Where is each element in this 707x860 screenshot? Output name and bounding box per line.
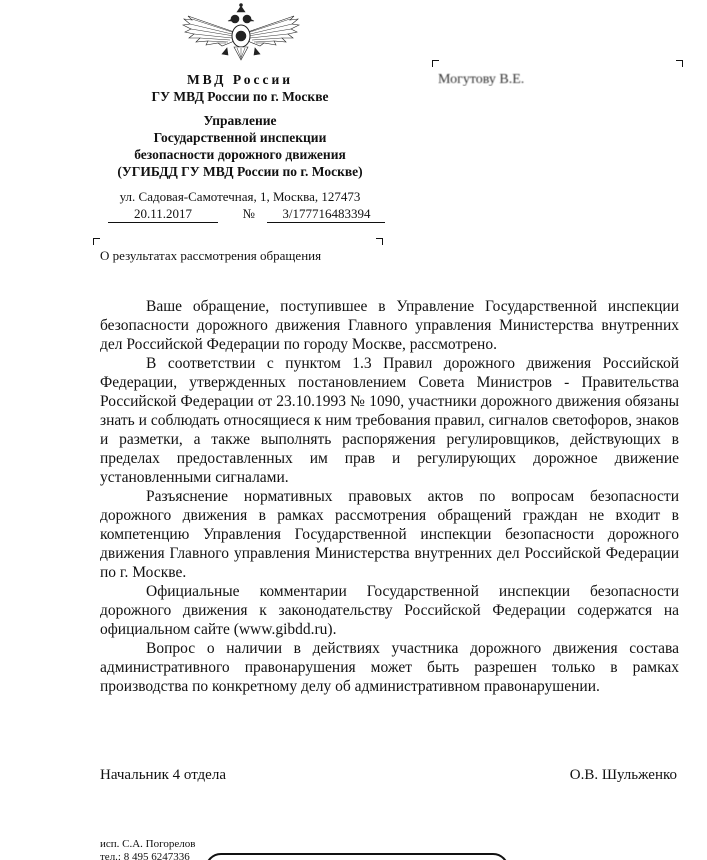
letter-number: 3/177716483394 [267,206,385,223]
subject-corner-right [376,238,383,245]
body-paragraph-4: Официальные комментарии Государственной инспекции безопасности дорожного движения к законодательству Российской Федерации содержатся на официальном сайте (www.gibdd.ru). [100,583,679,638]
unit-line-3: безопасности дорожного движения [134,147,346,162]
number-sign: № [242,206,255,221]
double-headed-eagle-icon [182,2,300,64]
addressee [438,66,678,86]
addressee-name: Могутову В.Е. [438,72,525,86]
executor-phone: тел.: 8 495 6247336 [100,851,190,860]
unit-line-1: Управление [203,113,277,128]
letter-body [100,297,679,696]
unit-line-2: Государственной инспекции [153,130,327,145]
stamp-frame [205,853,509,860]
department-name: ГУ МВД России по г. Москве [151,89,329,104]
signatory-position: Начальник 4 отдела [100,767,226,783]
address-line: ул. Садовая-Самотечная, 1, Москва, 127473 [119,189,361,204]
executor-line: исп. С.А. Погорелов [100,838,196,850]
body-paragraph-3: Разъяснение нормативных правовых актов по вопросам безопасности дорожного движения в рамках рассмотрения обращений граждан не входит в компетенцию Управления Государственной инспекции безопасности дорожного движения Главного управления Министерства внутренних дел Российской Федерации по г. Москве. [100,488,679,581]
body-paragraph-1: Ваше обращение, поступившее в Управление Государственной инспекции безопасности дорожного движения Главного управления Министерства внутренних дел Российской Федерации по городу Москве, рассмотрено. [100,298,679,353]
letter-date: 20.11.2017 [108,206,218,223]
date-number-row [108,206,385,223]
body-paragraph-5: Вопрос о наличии в действиях участника дорожного движения состава административного правонарушения может быть разрешен только в рамках производства по конкретному делу об административном правонарушении. [100,640,679,695]
body-paragraph-2: В соответствии с пунктом 1.3 Правил дорожного движения Российской Федерации, утвержденных постановлением Совета Министров - Правительства Российской Федерации от 23.10.1993 № 1090, участники дорожного движения обязаны знать и соблюдать относящиеся к ним требования правил, сигналов светофоров, знаков и разметки, а также выполнять распоряжения регулировщиков, действующих в пределах предоставленных им прав и регулирующих дорожное движение установленными сигналами. [100,355,679,486]
subject-corner-left [93,238,100,245]
letter-subject: О результатах рассмотрения обращения [100,248,322,263]
ministry-name: МВД России [186,72,294,87]
unit-abbreviation: (УГИБДД ГУ МВД России по г. Москве) [117,164,363,179]
signatory-name: О.В. Шульженко [569,767,677,783]
